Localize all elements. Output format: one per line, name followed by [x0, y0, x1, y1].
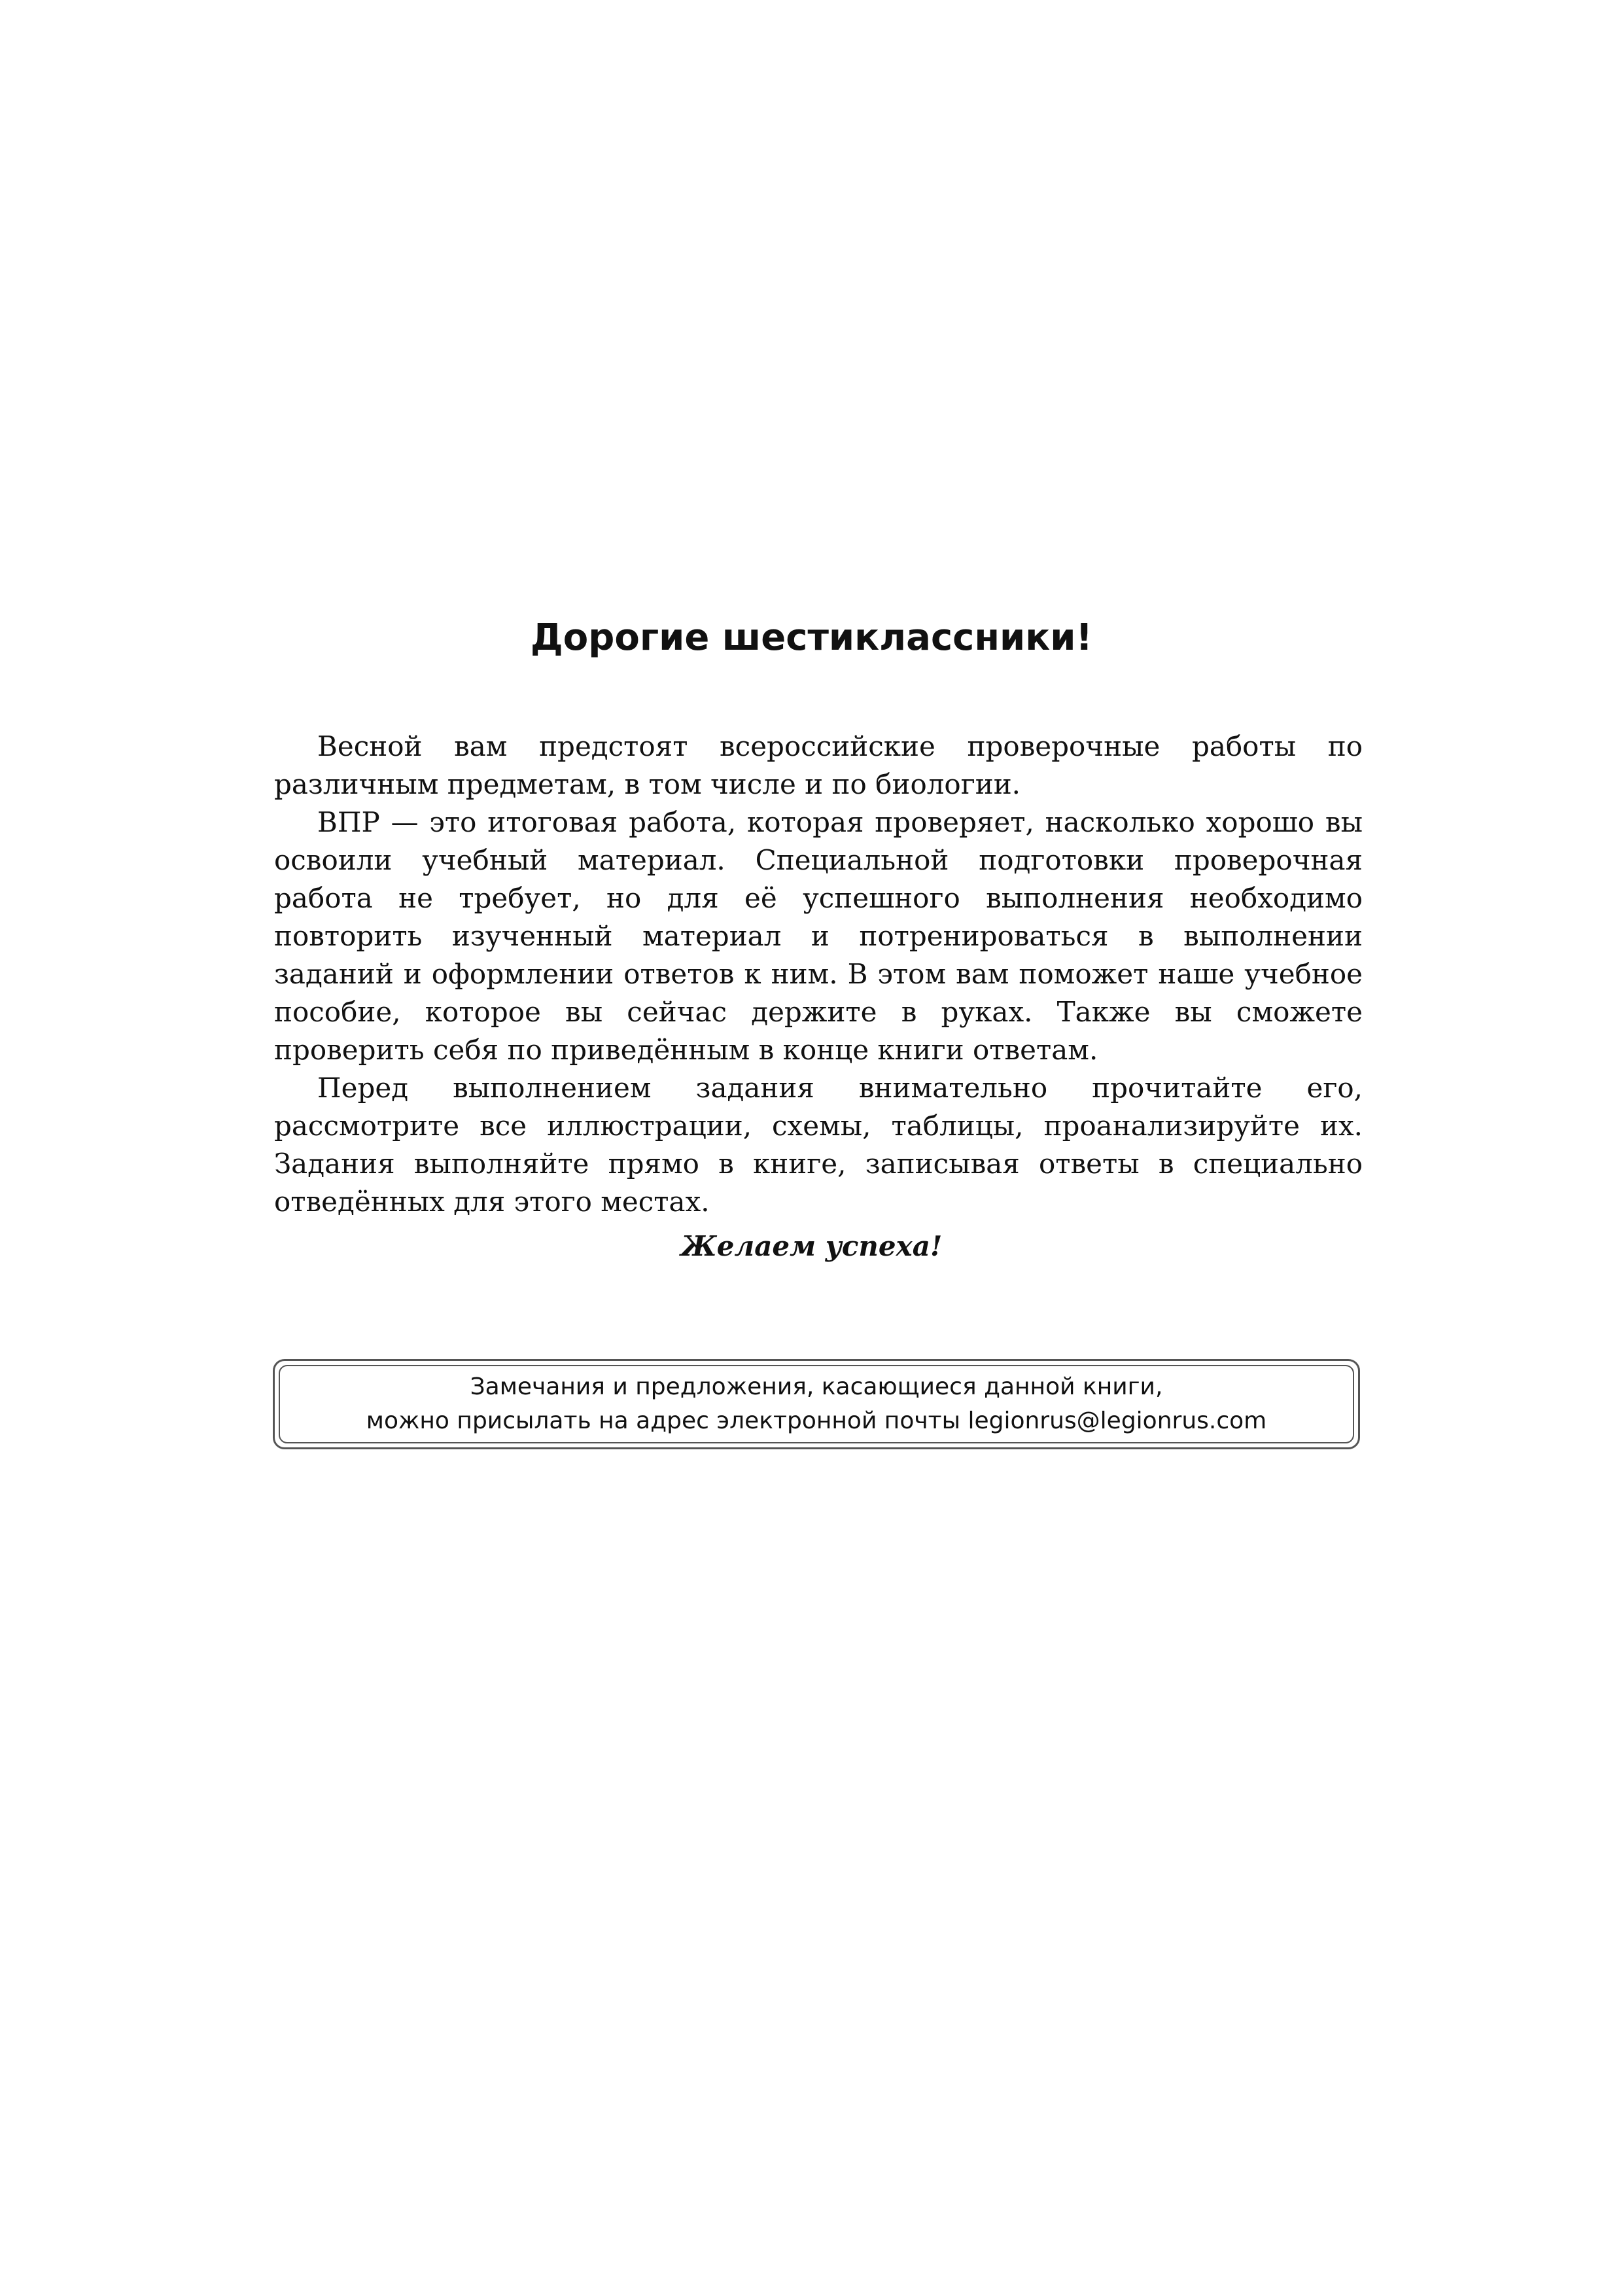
feedback-notice-box	[273, 1359, 1360, 1449]
page-heading: Дорогие шестиклассники!	[530, 616, 1093, 659]
notice-line-1: Замечания и предложения, касающиеся данной книги,	[470, 1373, 1163, 1400]
notice-line-2: можно присылать на адрес электронной почты legionrus@legionrus.com	[366, 1407, 1267, 1434]
paragraph-3: Перед выполнением задания внимательно прочитайте его, рассмотрите все иллюстрации, схемы, таблицы, проанализируйте их. Задания выполняйте прямо в книге, записывая ответы в специально отведённых для этого местах.	[274, 1072, 1363, 1218]
signoff: Желаем успеха!	[680, 1230, 943, 1262]
paragraph-1: Весной вам предстоят всероссийские проверочные работы по различным предметам, в том числе и по биологии.	[274, 730, 1363, 800]
paragraph-2: ВПР — это итоговая работа, которая проверяет, насколько хорошо вы освоили учебный материал. Специальной подготовки проверочная работа не требует, но для её успешного выполнения необходимо повторить изученный материал и потренироваться в выполнении заданий и оформлении ответов к ним. В этом вам поможет наше учебное пособие, которое вы сейчас держите в руках. Также вы сможете проверить себя по приведённым в конце книги ответам.	[274, 806, 1363, 1066]
feedback-notice-inner	[279, 1365, 1354, 1443]
intro-text	[274, 728, 1363, 1221]
